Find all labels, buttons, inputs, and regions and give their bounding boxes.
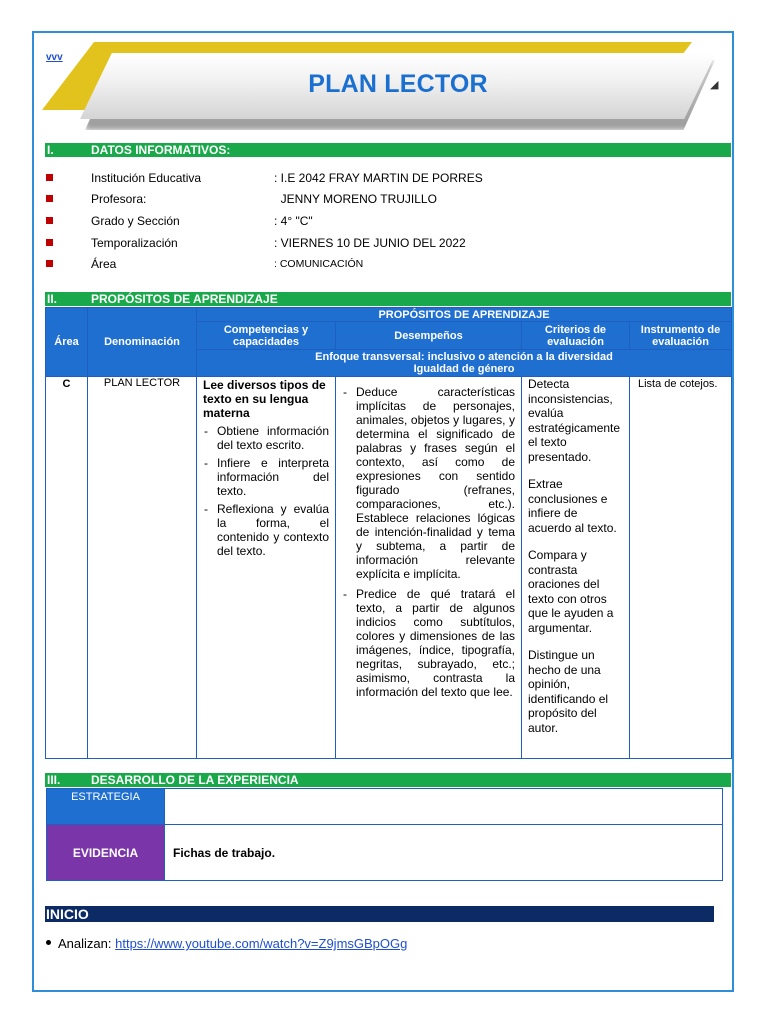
cell-denominacion: PLAN LECTOR [88,377,197,759]
info-value: : COMUNICACIÓN [274,258,364,270]
info-value: : VIERNES 10 DE JUNIO DEL 2022 [274,236,466,250]
cell-criterios [522,377,630,759]
list-item: - Predice de qué tratará el texto, a partir de algunos indicios como subtítulos, colores y dimensiones de las imágenes, índice, tipografía, negritas, subrayado, etc.; asimismo, contrasta la información del texto que lee. [356,587,515,699]
section-desarrollo [45,773,731,787]
criterio-text: Detecta inconsistencias, evalúa estratégicamente el texto presentado. [528,377,621,464]
list-item: - Deduce características implícitas de personajes, animales, objetos y lugares, y determina el significado de palabras y frases según el contexto, así como de expresiones con sentido figurado (refranes, comparaciones, etc.). Establece relaciones lógicas de intención-finalidad y tema y subtema, a partir de información relevante explícita e implícita. [356,385,515,581]
info-value: : I.E 2042 FRAY MARTIN DE PORRES [274,171,483,185]
cell-instrumento: Lista de cotejos. [630,377,732,759]
list-item: - Infiere e interpreta información del texto. [217,456,329,498]
header-propositos: PROPÓSITOS DE APRENDIZAJE [197,308,732,322]
info-label: Área [91,257,117,271]
section-number: I. [47,143,54,157]
bullet-square-icon [46,239,53,246]
info-label: Institución Educativa [91,171,202,185]
section-title: DESARROLLO DE LA EXPERIENCIA [91,773,299,787]
header-competencias: Competencias y capacidades [197,322,336,350]
info-value: JENNY MORENO TRUJILLO [274,192,437,206]
evidencia-value: Fichas de trabajo. [165,825,723,881]
section-number: II. [47,292,58,306]
header-denominacion: Denominación [88,308,197,377]
criterio-text: Distingue un hecho de una opinión, identificando el propósito del autor. [528,648,609,735]
bullet-square-icon [46,195,53,202]
banner-corner-mark: ◢ [710,79,719,91]
evidencia-label: EVIDENCIA [47,825,165,881]
competencia-title: Lee diversos tipos de texto en su lengua materna [203,378,326,420]
enfoque-line-1: Enfoque transversal: inclusivo o atención a la diversidad [315,351,613,363]
cell-area: C [46,377,88,759]
list-item: - Obtiene información del texto escrito. [217,424,329,452]
info-label: Grado y Sección [91,214,180,228]
top-link[interactable]: vvv [46,52,63,63]
cell-competencias [197,377,336,759]
page-title: PLAN LECTOR [308,69,488,98]
section-number: III. [47,773,61,787]
criterio-text: Extrae conclusiones e infiere de acuerdo al texto. [528,477,617,535]
list-item: - Reflexiona y evalúa la forma, el contenido y contexto del texto. [217,502,329,558]
bullet-square-icon [46,217,53,224]
analizan-item [46,936,407,951]
desarrollo-table [46,788,723,881]
info-label: Temporalización [91,236,178,250]
capacidades-list [197,424,335,558]
analizan-label: Analizan: [58,936,112,951]
youtube-link[interactable]: https://www.youtube.com/watch?v=Z9jmsGBpOGg [115,936,408,951]
enfoque-line-2: Igualdad de género [413,363,515,375]
info-label: Profesora: [91,192,147,206]
section-datos-informativos [45,143,731,157]
section-title: DATOS INFORMATIVOS: [91,143,231,157]
section-title: PROPÓSITOS DE APRENDIZAJE [91,292,278,306]
bullet-dot-icon [46,940,51,945]
header-instrumento: Instrumento de evaluación [630,322,732,350]
header-enfoque [197,350,732,377]
header-criterios: Criterios de evaluación [522,322,630,350]
header-area: Área [46,308,88,377]
estrategia-value [165,789,723,825]
propositos-table [45,307,732,759]
cell-desempenos [336,377,522,759]
estrategia-label: ESTRATEGIA [47,789,165,825]
bullet-square-icon [46,174,53,181]
criterio-text: Compara y contrasta oraciones del texto con otros que le ayuden a argumentar. [528,548,614,635]
header-desempenos: Desempeños [336,322,522,350]
section-propositos [45,292,731,306]
inicio-heading: INICIO [45,906,714,922]
bullet-square-icon [46,260,53,267]
info-value: : 4° "C" [274,214,313,228]
desempenos-list [336,385,521,699]
